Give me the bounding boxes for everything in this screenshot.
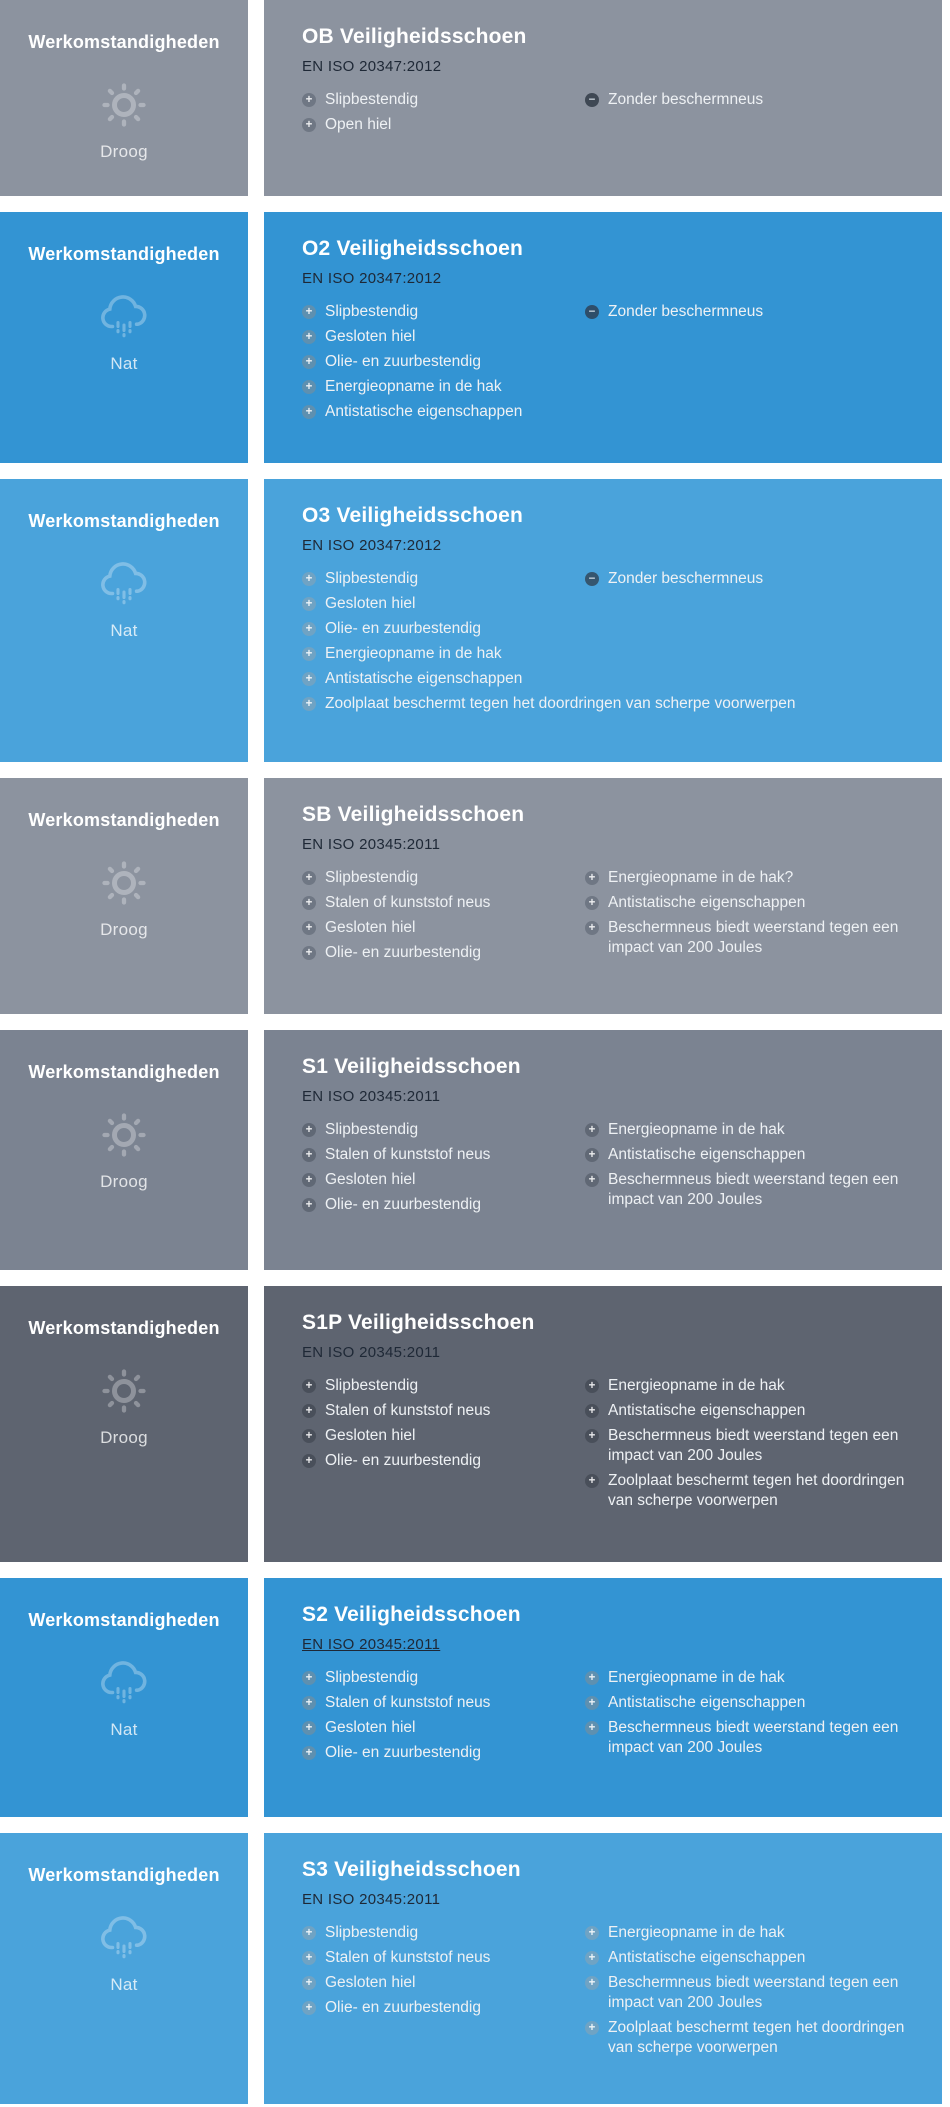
iso-standard: EN ISO 20345:2011	[302, 1891, 441, 1908]
feature-item	[302, 669, 585, 689]
feature-label: Antistatische eigenschappen	[325, 403, 523, 420]
plus-icon: +	[585, 896, 599, 910]
condition-label: Nat	[110, 1720, 138, 1739]
plus-icon: +	[302, 1429, 316, 1443]
features-grid	[302, 868, 924, 968]
plus-icon: +	[585, 1721, 599, 1735]
row-OB	[0, 0, 950, 196]
plus-icon: +	[302, 1721, 316, 1735]
feature-item	[302, 1376, 585, 1396]
class-panel	[264, 479, 942, 762]
features-grid	[302, 1668, 924, 1768]
class-title: SB Veiligheidsschoen	[302, 803, 525, 826]
feature-label: Energieopname in de hak?	[608, 869, 794, 886]
class-title: OB Veiligheidsschoen	[302, 25, 527, 48]
feature-label: Gesloten hiel	[325, 328, 416, 345]
plus-icon: +	[302, 1926, 316, 1940]
feature-label: Zonder beschermneus	[608, 91, 764, 108]
feature-label: Antistatische eigenschappen	[608, 1146, 806, 1163]
plus-icon: +	[302, 355, 316, 369]
rain-cloud-icon	[96, 1657, 152, 1709]
plus-icon: +	[302, 921, 316, 935]
work-conditions-panel	[0, 212, 248, 463]
feature-item	[302, 402, 585, 422]
feature-label: Open hiel	[325, 116, 392, 133]
feature-label: Gesloten hiel	[325, 595, 416, 612]
feature-label: Zoolplaat beschermt tegen het doordringen van scherpe voorwerpen	[608, 1472, 905, 1509]
plus-icon: +	[302, 871, 316, 885]
feature-item	[302, 90, 585, 110]
feature-list-left	[302, 1668, 585, 1768]
feature-list-right	[585, 302, 917, 327]
condition-label: Droog	[100, 1428, 148, 1447]
feature-label: Zoolplaat beschermt tegen het doordringen van scherpe voorwerpen	[325, 695, 796, 712]
row-S2	[0, 1578, 950, 1817]
feature-item	[302, 377, 585, 397]
plus-icon: +	[585, 1696, 599, 1710]
iso-standard: EN ISO 20347:2012	[302, 537, 442, 554]
feature-list-left	[302, 569, 585, 694]
class-title: S1P Veiligheidsschoen	[302, 1311, 535, 1334]
class-title: S3 Veiligheidsschoen	[302, 1858, 521, 1881]
sun-icon	[98, 857, 150, 909]
plus-icon: +	[302, 1379, 316, 1393]
feature-label: Antistatische eigenschappen	[608, 1402, 806, 1419]
feature-label: Energieopname in de hak	[325, 378, 502, 395]
rain-cloud-icon	[96, 1912, 152, 1964]
feature-label: Antistatische eigenschappen	[608, 894, 806, 911]
feature-item	[585, 918, 917, 958]
feature-item	[302, 694, 924, 714]
plus-icon: +	[302, 1148, 316, 1162]
feature-label: Olie- en zuurbestendig	[325, 944, 481, 961]
feature-label: Beschermneus biedt weerstand tegen een impact van 200 Joules	[608, 1719, 899, 1756]
feature-label: Olie- en zuurbestendig	[325, 620, 481, 637]
work-conditions-heading: Werkomstandigheden	[28, 1610, 220, 1630]
feature-list-left	[302, 302, 585, 427]
sun-icon	[98, 1109, 150, 1161]
feature-item	[585, 569, 917, 589]
feature-label: Stalen of kunststof neus	[325, 894, 491, 911]
plus-icon: +	[585, 1123, 599, 1137]
feature-label: Slipbestendig	[325, 869, 419, 886]
work-conditions-heading: Werkomstandigheden	[28, 1865, 220, 1885]
work-conditions-heading: Werkomstandigheden	[28, 244, 220, 264]
features-grid	[302, 1120, 924, 1220]
plus-icon: +	[302, 572, 316, 586]
plus-icon: +	[302, 118, 316, 132]
plus-icon: +	[302, 1404, 316, 1418]
feature-label: Gesloten hiel	[325, 1974, 416, 1991]
feature-list-right	[585, 868, 917, 963]
feature-item	[302, 1743, 585, 1763]
class-panel	[264, 778, 942, 1014]
feature-label: Energieopname in de hak	[608, 1669, 785, 1686]
plus-icon: +	[302, 1671, 316, 1685]
feature-label: Olie- en zuurbestendig	[325, 353, 481, 370]
plus-icon: +	[585, 1671, 599, 1685]
plus-icon: +	[585, 1926, 599, 1940]
plus-icon: +	[585, 2021, 599, 2035]
feature-item	[585, 1668, 917, 1688]
feature-list-right	[585, 90, 917, 115]
plus-icon: +	[302, 1198, 316, 1212]
plus-icon: +	[302, 1746, 316, 1760]
feature-label: Gesloten hiel	[325, 1427, 416, 1444]
feature-item	[585, 302, 917, 322]
plus-icon: +	[585, 1976, 599, 1990]
work-conditions-panel	[0, 1286, 248, 1562]
work-conditions-heading: Werkomstandigheden	[28, 1062, 220, 1082]
features-grid	[302, 1376, 924, 1516]
plus-icon: +	[302, 405, 316, 419]
class-panel	[264, 1030, 942, 1270]
feature-item	[585, 893, 917, 913]
feature-item	[302, 893, 585, 913]
minus-icon: −	[585, 305, 599, 319]
plus-icon: +	[302, 697, 316, 711]
class-title: S1 Veiligheidsschoen	[302, 1055, 521, 1078]
feature-list-full	[302, 694, 924, 714]
row-S1	[0, 1030, 950, 1270]
feature-label: Zoolplaat beschermt tegen het doordringen van scherpe voorwerpen	[608, 2019, 905, 2056]
work-conditions-panel	[0, 1578, 248, 1817]
feature-label: Energieopname in de hak	[608, 1924, 785, 1941]
features-grid	[302, 569, 924, 694]
feature-label: Antistatische eigenschappen	[608, 1949, 806, 1966]
feature-item	[585, 1426, 917, 1466]
feature-item	[585, 1923, 917, 1943]
condition-label: Droog	[100, 1172, 148, 1191]
feature-item	[585, 1120, 917, 1140]
feature-item	[302, 644, 585, 664]
feature-item	[585, 2018, 917, 2058]
iso-standard: EN ISO 20347:2012	[302, 270, 442, 287]
work-conditions-panel	[0, 778, 248, 1014]
work-conditions-panel	[0, 479, 248, 762]
plus-icon: +	[302, 647, 316, 661]
class-title: O3 Veiligheidsschoen	[302, 504, 524, 527]
plus-icon: +	[302, 1123, 316, 1137]
feature-list-right	[585, 1376, 917, 1516]
feature-item	[302, 868, 585, 888]
iso-standard: EN ISO 20345:2011	[302, 836, 441, 853]
feature-label: Slipbestendig	[325, 91, 419, 108]
feature-label: Beschermneus biedt weerstand tegen een impact van 200 Joules	[608, 1427, 899, 1464]
feature-list-left	[302, 90, 585, 140]
feature-item	[585, 1718, 917, 1758]
plus-icon: +	[302, 330, 316, 344]
minus-icon: −	[585, 93, 599, 107]
iso-standard: EN ISO 20345:2011	[302, 1088, 441, 1105]
plus-icon: +	[585, 921, 599, 935]
feature-item	[302, 1426, 585, 1446]
work-conditions-panel	[0, 1030, 248, 1270]
feature-label: Olie- en zuurbestendig	[325, 1744, 481, 1761]
feature-label: Olie- en zuurbestendig	[325, 1196, 481, 1213]
rain-cloud-icon	[96, 291, 152, 343]
feature-item	[585, 1471, 917, 1511]
condition-label: Nat	[110, 621, 138, 640]
plus-icon: +	[302, 380, 316, 394]
feature-item	[302, 1120, 585, 1140]
condition-label: Droog	[100, 142, 148, 161]
class-title: O2 Veiligheidsschoen	[302, 237, 524, 260]
feature-label: Antistatische eigenschappen	[608, 1694, 806, 1711]
feature-item	[302, 1451, 585, 1471]
feature-label: Olie- en zuurbestendig	[325, 1999, 481, 2016]
feature-item	[585, 90, 917, 110]
feature-item	[302, 1693, 585, 1713]
work-conditions-heading: Werkomstandigheden	[28, 810, 220, 830]
feature-item	[302, 1998, 585, 2018]
feature-item	[302, 1718, 585, 1738]
iso-standard: EN ISO 20345:2011	[302, 1636, 441, 1653]
class-panel	[264, 1578, 942, 1817]
feature-item	[302, 1923, 585, 1943]
plus-icon: +	[302, 1976, 316, 1990]
work-conditions-panel	[0, 1833, 248, 2104]
feature-label: Slipbestendig	[325, 303, 419, 320]
feature-item	[585, 1693, 917, 1713]
feature-label: Zonder beschermneus	[608, 303, 764, 320]
feature-item	[302, 1401, 585, 1421]
feature-item	[585, 1145, 917, 1165]
plus-icon: +	[302, 1454, 316, 1468]
feature-label: Slipbestendig	[325, 1377, 419, 1394]
plus-icon: +	[302, 305, 316, 319]
condition-label: Droog	[100, 920, 148, 939]
rain-cloud-icon	[96, 558, 152, 610]
feature-item	[302, 327, 585, 347]
feature-list-left	[302, 1376, 585, 1476]
feature-item	[585, 1948, 917, 1968]
features-grid	[302, 1923, 924, 2063]
feature-list-right	[585, 569, 917, 594]
feature-item	[302, 569, 585, 589]
features-grid	[302, 302, 924, 427]
feature-item	[302, 1145, 585, 1165]
feature-item	[585, 1170, 917, 1210]
feature-label: Beschermneus biedt weerstand tegen een impact van 200 Joules	[608, 919, 899, 956]
plus-icon: +	[585, 1429, 599, 1443]
plus-icon: +	[302, 1173, 316, 1187]
feature-label: Stalen of kunststof neus	[325, 1949, 491, 1966]
work-conditions-heading: Werkomstandigheden	[28, 511, 220, 531]
feature-item	[302, 1973, 585, 1993]
feature-list-left	[302, 1923, 585, 2023]
sun-icon	[98, 1365, 150, 1417]
plus-icon: +	[585, 1404, 599, 1418]
plus-icon: +	[302, 1696, 316, 1710]
feature-label: Slipbestendig	[325, 1924, 419, 1941]
plus-icon: +	[585, 1474, 599, 1488]
feature-item	[302, 918, 585, 938]
plus-icon: +	[302, 2001, 316, 2015]
feature-label: Beschermneus biedt weerstand tegen een impact van 200 Joules	[608, 1171, 899, 1208]
feature-label: Zonder beschermneus	[608, 570, 764, 587]
feature-item	[302, 1948, 585, 1968]
plus-icon: +	[302, 93, 316, 107]
feature-item	[585, 1401, 917, 1421]
feature-item	[585, 1973, 917, 2013]
condition-label: Nat	[110, 354, 138, 373]
feature-item	[302, 943, 585, 963]
class-title: S2 Veiligheidsschoen	[302, 1603, 521, 1626]
feature-list-right	[585, 1923, 917, 2063]
feature-label: Energieopname in de hak	[608, 1377, 785, 1394]
feature-item	[302, 1195, 585, 1215]
feature-label: Gesloten hiel	[325, 1719, 416, 1736]
class-panel	[264, 1286, 942, 1562]
class-panel	[264, 0, 942, 196]
feature-label: Olie- en zuurbestendig	[325, 1452, 481, 1469]
sun-icon	[98, 79, 150, 131]
feature-label: Gesloten hiel	[325, 919, 416, 936]
plus-icon: +	[585, 1148, 599, 1162]
feature-label: Slipbestendig	[325, 570, 419, 587]
row-S3	[0, 1833, 950, 2104]
feature-label: Stalen of kunststof neus	[325, 1402, 491, 1419]
class-panel	[264, 212, 942, 463]
plus-icon: +	[302, 672, 316, 686]
feature-label: Gesloten hiel	[325, 1171, 416, 1188]
work-conditions-heading: Werkomstandigheden	[28, 32, 220, 52]
feature-item	[302, 1668, 585, 1688]
feature-label: Slipbestendig	[325, 1669, 419, 1686]
feature-item	[302, 594, 585, 614]
plus-icon: +	[302, 622, 316, 636]
feature-list-left	[302, 1120, 585, 1220]
plus-icon: +	[302, 946, 316, 960]
feature-list-right	[585, 1120, 917, 1215]
feature-list-right	[585, 1668, 917, 1763]
feature-label: Antistatische eigenschappen	[325, 670, 523, 687]
minus-icon: −	[585, 572, 599, 586]
plus-icon: +	[585, 1173, 599, 1187]
class-panel	[264, 1833, 942, 2104]
feature-label: Beschermneus biedt weerstand tegen een impact van 200 Joules	[608, 1974, 899, 2011]
condition-label: Nat	[110, 1975, 138, 1994]
feature-item	[302, 115, 585, 135]
feature-item	[585, 868, 917, 888]
feature-list-left	[302, 868, 585, 968]
feature-item	[302, 1170, 585, 1190]
feature-label: Stalen of kunststof neus	[325, 1146, 491, 1163]
plus-icon: +	[585, 1379, 599, 1393]
feature-item	[302, 352, 585, 372]
feature-label: Energieopname in de hak	[325, 645, 502, 662]
feature-item	[585, 1376, 917, 1396]
feature-label: Stalen of kunststof neus	[325, 1694, 491, 1711]
plus-icon: +	[302, 896, 316, 910]
feature-label: Energieopname in de hak	[608, 1121, 785, 1138]
row-SB	[0, 778, 950, 1014]
plus-icon: +	[302, 1951, 316, 1965]
iso-standard: EN ISO 20345:2011	[302, 1344, 441, 1361]
row-O3	[0, 479, 950, 762]
feature-label: Slipbestendig	[325, 1121, 419, 1138]
feature-item	[302, 302, 585, 322]
work-conditions-heading: Werkomstandigheden	[28, 1318, 220, 1338]
work-conditions-panel	[0, 0, 248, 196]
plus-icon: +	[585, 1951, 599, 1965]
plus-icon: +	[302, 597, 316, 611]
row-O2	[0, 212, 950, 463]
feature-item	[302, 619, 585, 639]
plus-icon: +	[585, 871, 599, 885]
features-grid	[302, 90, 924, 140]
iso-standard: EN ISO 20347:2012	[302, 58, 442, 75]
row-S1P	[0, 1286, 950, 1562]
